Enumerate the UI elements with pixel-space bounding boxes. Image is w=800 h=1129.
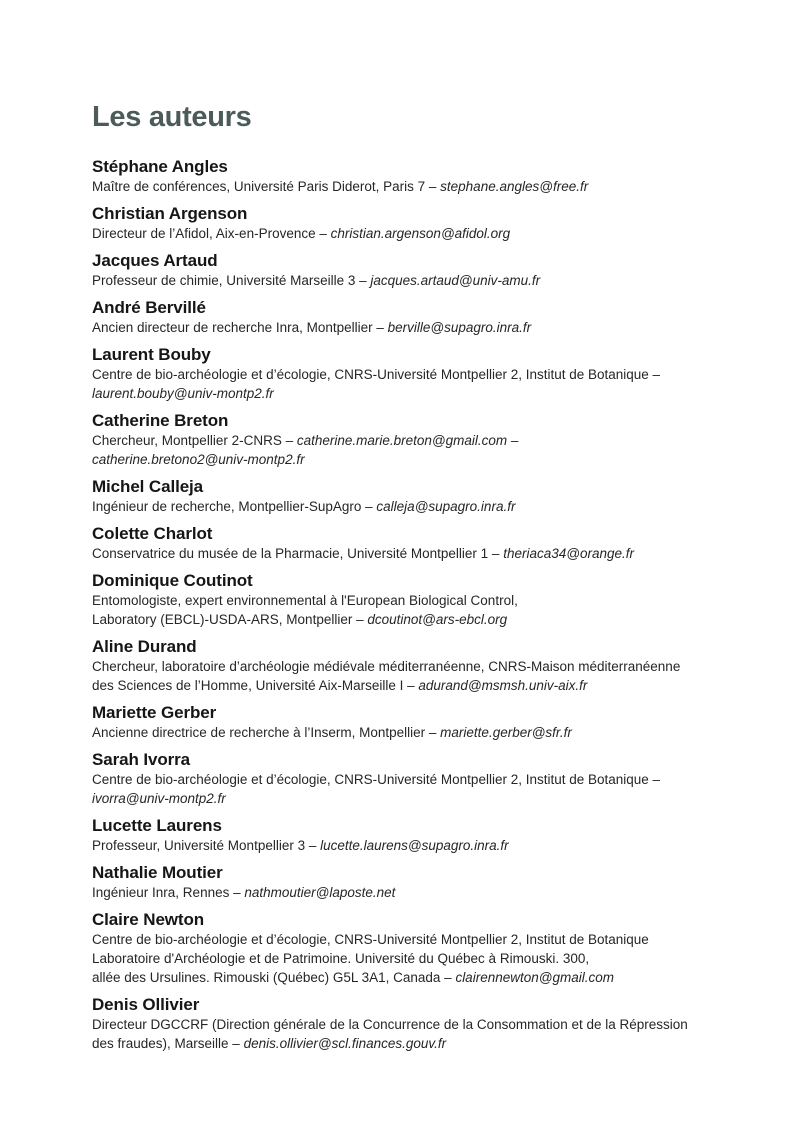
description-text: Ancienne directrice de recherche à l’Inserm, Montpellier – [92,725,441,740]
author-name: Michel Calleja [92,477,204,496]
email-address: nathmoutier@laposte.net [244,885,396,900]
description-text: Ingénieur Inra, Rennes – [92,885,245,900]
page-title: Les auteurs [92,101,252,133]
author-entry [92,702,752,742]
author-description [92,723,752,742]
description-text: – [507,433,519,448]
description-text: Laboratoire d'Archéologie et de Patrimoine. Université du Québec à Rimouski. 300, [92,951,590,966]
author-entry [92,994,752,1053]
author-name: Catherine Breton [92,411,229,430]
author-name: Mariette Gerber [92,703,217,722]
description-text: Conservatrice du musée de la Pharmacie, Université Montpellier 1 – [92,546,504,561]
email-address: christian.argenson@afidol.org [330,226,511,241]
email-address: dcoutinot@ars-ebcl.org [367,612,508,627]
description-text: Directeur DGCCRF (Direction générale de la Concurrence de la Consommation et de la Répression [92,1017,688,1032]
author-name: Aline Durand [92,637,197,656]
email-address: clairennewton@gmail.com [455,970,614,985]
author-description [92,177,752,196]
author-name: Claire Newton [92,910,205,929]
author-entry [92,523,752,563]
email-address: theriaca34@orange.fr [503,546,634,561]
description-text: des fraudes), Marseille – [92,1036,244,1051]
author-entry [92,250,752,290]
description-text: Chercheur, Montpellier 2-CNRS – [92,433,297,448]
description-text: Maître de conférences, Université Paris Diderot, Paris 7 – [92,179,441,194]
author-entry [92,749,752,808]
author-entry [92,909,752,987]
author-name: Stéphane Angles [92,157,228,176]
author-name: Colette Charlot [92,524,213,543]
author-entry [92,344,752,403]
author-entry [92,570,752,629]
author-entry [92,156,752,196]
email-address: jacques.artaud@univ-amu.fr [370,273,541,288]
author-name: Jacques Artaud [92,251,218,270]
author-name: Denis Ollivier [92,995,200,1014]
author-entry [92,297,752,337]
author-description [92,544,752,563]
author-name: Laurent Bouby [92,345,211,364]
author-name: Sarah Ivorra [92,750,191,769]
author-description [92,1015,752,1053]
author-name: André Bervillé [92,298,206,317]
author-description [92,657,752,695]
email-address: laurent.bouby@univ-montp2.fr [92,386,274,401]
author-description [92,271,752,290]
author-entry [92,815,752,855]
email-address: denis.ollivier@scl.finances.gouv.fr [243,1036,447,1051]
author-description [92,883,752,902]
author-name: Lucette Laurens [92,816,222,835]
author-name: Nathalie Moutier [92,863,223,882]
description-text: Professeur, Université Montpellier 3 – [92,838,321,853]
description-text: Directeur de l’Afidol, Aix-en-Provence – [92,226,331,241]
author-entry [92,636,752,695]
author-description [92,318,752,337]
author-description [92,224,752,243]
author-description [92,431,752,469]
author-description [92,365,752,403]
email-address: lucette.laurens@supagro.inra.fr [320,838,509,853]
author-description [92,770,752,808]
description-text: Laboratory (EBCL)-USDA-ARS, Montpellier – [92,612,368,627]
author-entry [92,862,752,902]
author-description [92,591,752,629]
author-entry [92,203,752,243]
description-text: allée des Ursulines. Rimouski (Québec) G5L 3A1, Canada – [92,970,456,985]
email-address: mariette.gerber@sfr.fr [440,725,572,740]
description-text: Professeur de chimie, Université Marseille 3 – [92,273,371,288]
author-description [92,836,752,855]
description-text: Chercheur, laboratoire d’archéologie médiévale méditerranéenne, CNRS-Maison méditerranéenne [92,659,681,674]
email-address: stephane.angles@free.fr [440,179,589,194]
author-entry [92,476,752,516]
description-text: Centre de bio-archéologie et d’écologie, CNRS-Université Montpellier 2, Institut de Botanique – [92,772,661,787]
email-address: adurand@msmsh.univ-aix.fr [418,678,588,693]
description-text: Entomologiste, expert environnemental à l'European Biological Control, [92,593,518,608]
description-text: Centre de bio-archéologie et d’écologie, CNRS-Université Montpellier 2, Institut de Botanique – [92,367,661,382]
email-address: berville@supagro.inra.fr [387,320,532,335]
author-description [92,930,752,987]
email-address: catherine.marie.breton@gmail.com [296,433,508,448]
description-text: Ancien directeur de recherche Inra, Montpellier – [92,320,388,335]
email-address: catherine.bretono2@univ-montp2.fr [92,452,305,467]
description-text: Ingénieur de recherche, Montpellier-SupAgro – [92,499,377,514]
author-description [92,497,752,516]
description-text: des Sciences de l’Homme, Université Aix-Marseille I – [92,678,419,693]
email-address: ivorra@univ-montp2.fr [92,791,226,806]
email-address: calleja@supagro.inra.fr [376,499,516,514]
description-text: Centre de bio-archéologie et d’écologie, CNRS-Université Montpellier 2, Institut de Botanique [92,932,649,947]
author-entry [92,410,752,469]
authors-list [92,156,752,1053]
author-name: Dominique Coutinot [92,571,253,590]
author-name: Christian Argenson [92,204,248,223]
